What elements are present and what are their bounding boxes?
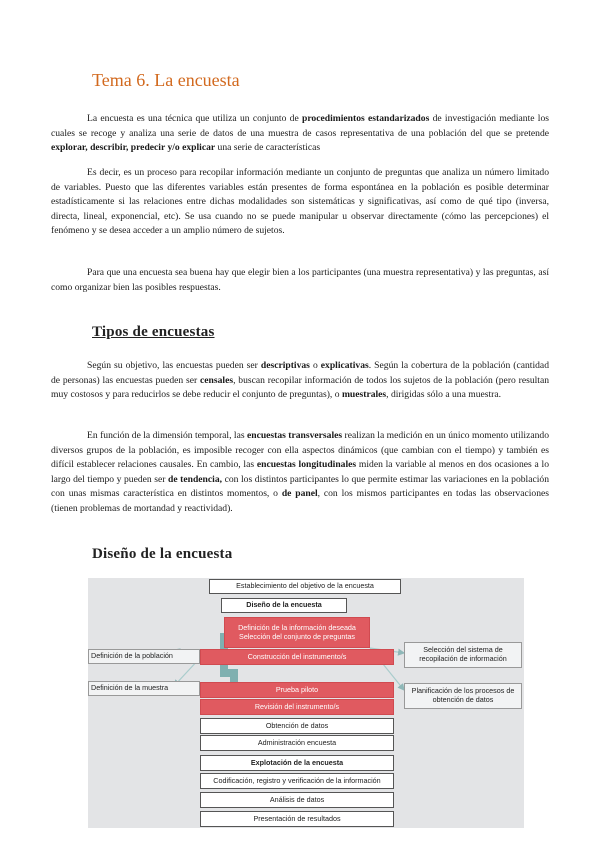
diseno-heading: Diseño de la encuesta: [92, 546, 233, 562]
step-presentation: Presentación de resultados: [200, 811, 394, 827]
step-population: Definición de la población: [88, 649, 200, 664]
intro-paragraph-1: [51, 112, 549, 156]
step-analysis: Análisis de datos: [200, 792, 394, 808]
text-run: , dirigidas sólo a una muestra.: [386, 389, 502, 401]
tipos-paragraph-1: [51, 359, 549, 403]
step-sample: Definición de la muestra: [88, 681, 200, 696]
step-exploitation: Explotación de la encuesta: [200, 755, 394, 771]
step-coding: Codificación, registro y verificación de la información: [200, 773, 394, 789]
bold-term: descriptivas: [260, 360, 310, 371]
text-run: con los distintos participantes lo que permite estimar las variaciones en la población con unas mismas característica en distintos momentos, o: [51, 473, 549, 500]
step-define-information-text: [238, 624, 356, 641]
text-run: En función de la dimensión temporal, las: [87, 430, 247, 441]
text-run: o: [309, 360, 321, 371]
step-pilot-test: Prueba piloto: [200, 682, 394, 698]
step-revision: Revisión del instrumento/s: [200, 699, 394, 715]
bold-term: procedimientos estandarizados: [302, 113, 430, 124]
bold-term: de tendencia,: [168, 473, 223, 485]
bold-term: de panel: [281, 488, 318, 500]
text-run: La encuesta es una técnica que utiliza un conjunto de: [87, 113, 303, 124]
text-run: , con los mismos participantes en todas las observaciones (tienen problemas de mortandad y reactividad).: [51, 488, 549, 514]
text-run: Definición de la información deseada: [238, 622, 356, 632]
bold-term: explorar, describir, predecir y/o explicar: [51, 142, 216, 154]
survey-design-diagram: [88, 578, 524, 828]
step-construction: Construcción del instrumento/s: [200, 649, 394, 665]
text-run: Según su objetivo, las encuestas pueden ser: [87, 360, 261, 371]
step-establishment: Establecimiento del objetivo de la encuesta: [209, 579, 401, 594]
text-run: una serie de características: [215, 142, 321, 154]
text-run: de investigación mediante los cuales se recoge y analiza una serie de datos de una muestra de casos representativa de una población del que se pretende: [51, 113, 550, 139]
bold-term: encuestas transversales: [246, 430, 343, 441]
step-administration: Administración encuesta: [200, 735, 394, 751]
text-run: miden la variable al menos en dos ocasiones a lo largo del tiempo y pueden ser: [51, 459, 550, 485]
intro-paragraph-3: Para que una encuesta sea buena hay que elegir bien a los participantes (una muestra representativa) y las preguntas, así como organizar bien las posibles respuestas.: [51, 267, 549, 293]
bold-term: muestrales: [341, 389, 387, 401]
tipos-paragraph-2: [51, 429, 549, 517]
bold-term: censales: [200, 374, 234, 386]
intro-paragraph-2: Es decir, es un proceso para recopilar información mediante un conjunto de preguntas que analiza un número limitado de variables. Puesto que las diferentes variables están presentes de forma espontánea en la población es posible determinar estadísticamente si las relaciones entre dichas modalidades son sistemáticas y significativas, así como de qué tipo (inversa, directa, lineal, exponencial, etc). Se usa cuando no se puede manipular u observar directamente (cómo las percepciones) el fenómeno y se desea acceder a un amplio número de sujetos.: [51, 167, 549, 237]
step-planning: Planificación de los procesos de obtención de datos: [404, 683, 522, 709]
text-run: realizan la medición en un único momento utilizando diversos grupos de la población, es imposible recoger con ella aspectos dinámicos (que cambian con el tiempo) y también es difícil establecer relaciones causales. En cambio, las: [51, 430, 549, 471]
step-data-collection: Obtención de datos: [200, 718, 394, 734]
tipos-heading: Tipos de encuestas: [92, 324, 215, 340]
text-run: . Según la cobertura de la población (cantidad de personas) las encuestas pueden ser: [51, 360, 549, 386]
text-run: , buscan recopilar información de todos los sujetos de la población (pero resultan muy costosos y para reducirlos se debe reducir el conjunto de preguntas), o: [51, 374, 549, 401]
bold-term: encuestas longitudinales: [256, 459, 357, 471]
bold-term: explicativas: [320, 360, 369, 371]
text-run: Selección del conjunto de preguntas: [239, 631, 355, 641]
step-define-information: [224, 617, 370, 648]
page-title: Tema 6. La encuesta: [92, 70, 240, 90]
step-collection-system: Selección del sistema de recopilación de información: [404, 642, 522, 668]
step-design: Diseño de la encuesta: [221, 598, 347, 613]
